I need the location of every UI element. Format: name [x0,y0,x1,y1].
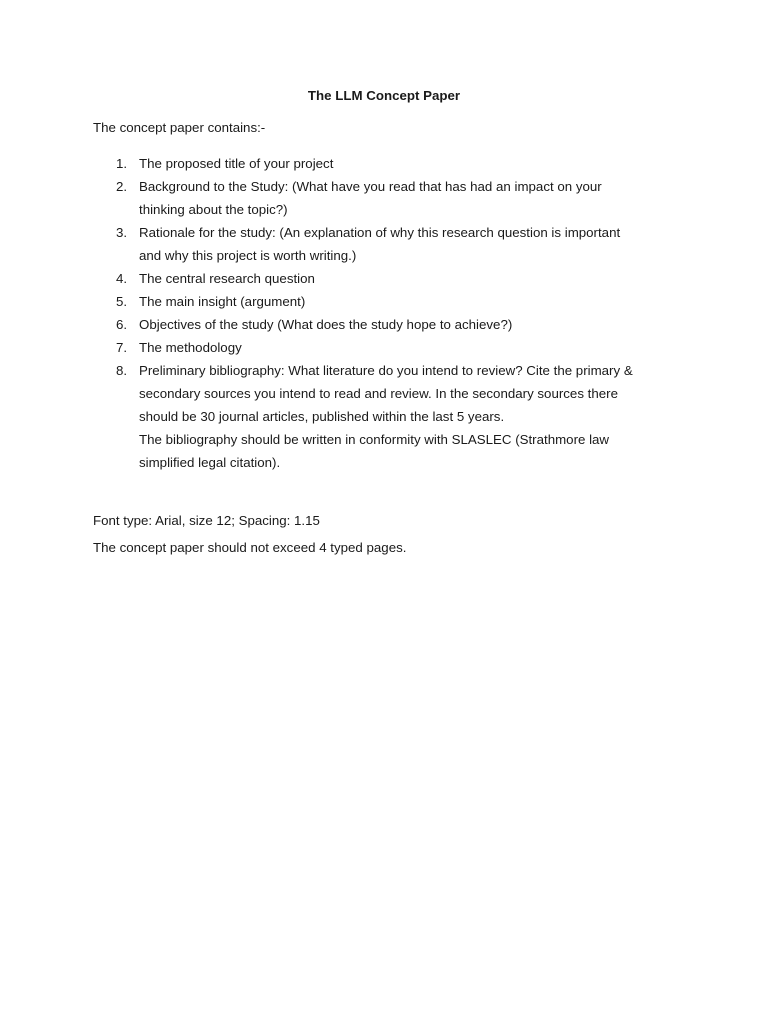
intro-text: The concept paper contains:- [93,120,266,135]
font-note: Font type: Arial, size 12; Spacing: 1.15 [93,513,320,528]
document-title: The LLM Concept Paper [307,88,461,103]
list-item-text: should be 30 journal articles, published within the last 5 years. [139,409,505,424]
list-item-number: 1. [116,156,128,171]
page-limit-note: The concept paper should not exceed 4 typed pages. [93,540,407,555]
list-item [93,221,683,267]
list-item [93,359,683,474]
list-item-text: Objectives of the study (What does the study hope to achieve?) [139,317,513,332]
list-item [93,267,683,290]
list-item-number: 7. [116,340,128,355]
list-item-text: The central research question [139,271,315,286]
list-item-text: secondary sources you intend to read and review. In the secondary sources there [139,386,618,401]
list-item-text: The bibliography should be written in conformity with SLASLEC (Strathmore law [139,432,610,447]
list-item-text: The proposed title of your project [139,156,334,171]
list-item-text: and why this project is worth writing.) [139,248,357,263]
list-item-text: simplified legal citation). [139,455,281,470]
requirements-list [93,152,683,474]
list-item-number: 5. [116,294,128,309]
list-item [93,290,683,313]
list-item-number: 8. [116,363,128,378]
list-item-text: The main insight (argument) [139,294,306,309]
list-item-text: Rationale for the study: (An explanation of why this research question is important [139,225,621,240]
list-item-number: 6. [116,317,128,332]
list-item-text: thinking about the topic?) [139,202,288,217]
list-item-text: Preliminary bibliography: What literature do you intend to review? Cite the primary & [139,363,633,378]
list-item-text: Background to the Study: (What have you read that has had an impact on your [139,179,602,194]
list-item [93,336,683,359]
list-item [93,313,683,336]
list-item-number: 4. [116,271,128,286]
list-item [93,175,683,221]
list-item-number: 3. [116,225,128,240]
list-item [93,152,683,175]
list-item-number: 2. [116,179,128,194]
list-item-text: The methodology [139,340,242,355]
